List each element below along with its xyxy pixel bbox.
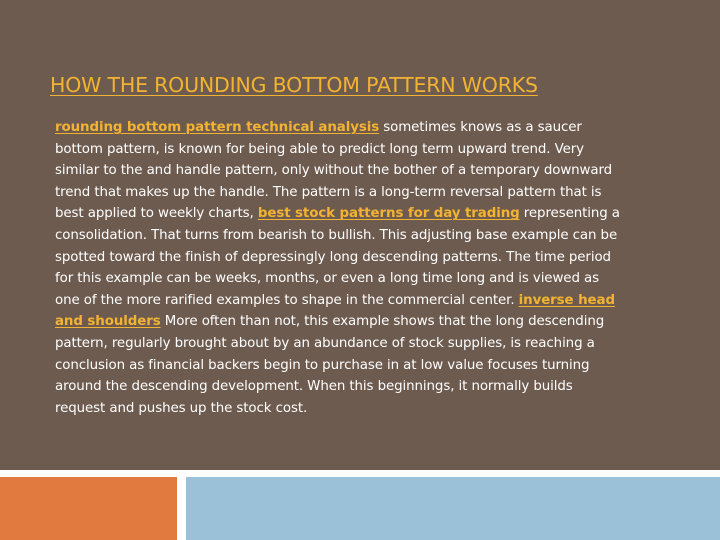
body-text-segment-1: sometimes knows as a saucer bottom pattern, is known for being able to predict long term upward trend. Very similar to the and handle pattern, only without the bother of a temporary downward trend that makes up the handle. The pattern is a long-term reversal pattern that is best applied to weekly charts, [55,120,613,222]
body-paragraph [55,117,627,419]
footer-blue-block [186,477,720,540]
body-text-segment-2: representing a consolidation. That turns from bearish to bullish. This adjusting base example can be spotted toward the finish of depressingly long descending patterns. The time period for this example can be weeks, months, or even a long time long and is viewed as one of the more rarified examples to shape in the commercial center. [55,206,620,308]
link-inverse-head-and-shoulders[interactable]: inverse head and shoulders [55,292,615,330]
body-text-segment-3: More often than not, this example shows that the long descending pattern, regularly brought about by an abundance of stock supplies, is reaching a conclusion as financial backers begin to purchase in at low value focuses turning around the descending development. When this beginnings, it normally builds request and pushes up the stock cost. [55,314,605,416]
footer-orange-block [0,477,177,540]
link-rounding-bottom-pattern[interactable]: rounding bottom pattern technical analysis [55,120,380,135]
link-best-stock-patterns[interactable]: best stock patterns for day trading [257,206,520,222]
slide-body [55,117,627,419]
slide-title: HOW THE ROUNDING BOTTOM PATTERN WORKS [50,73,538,97]
